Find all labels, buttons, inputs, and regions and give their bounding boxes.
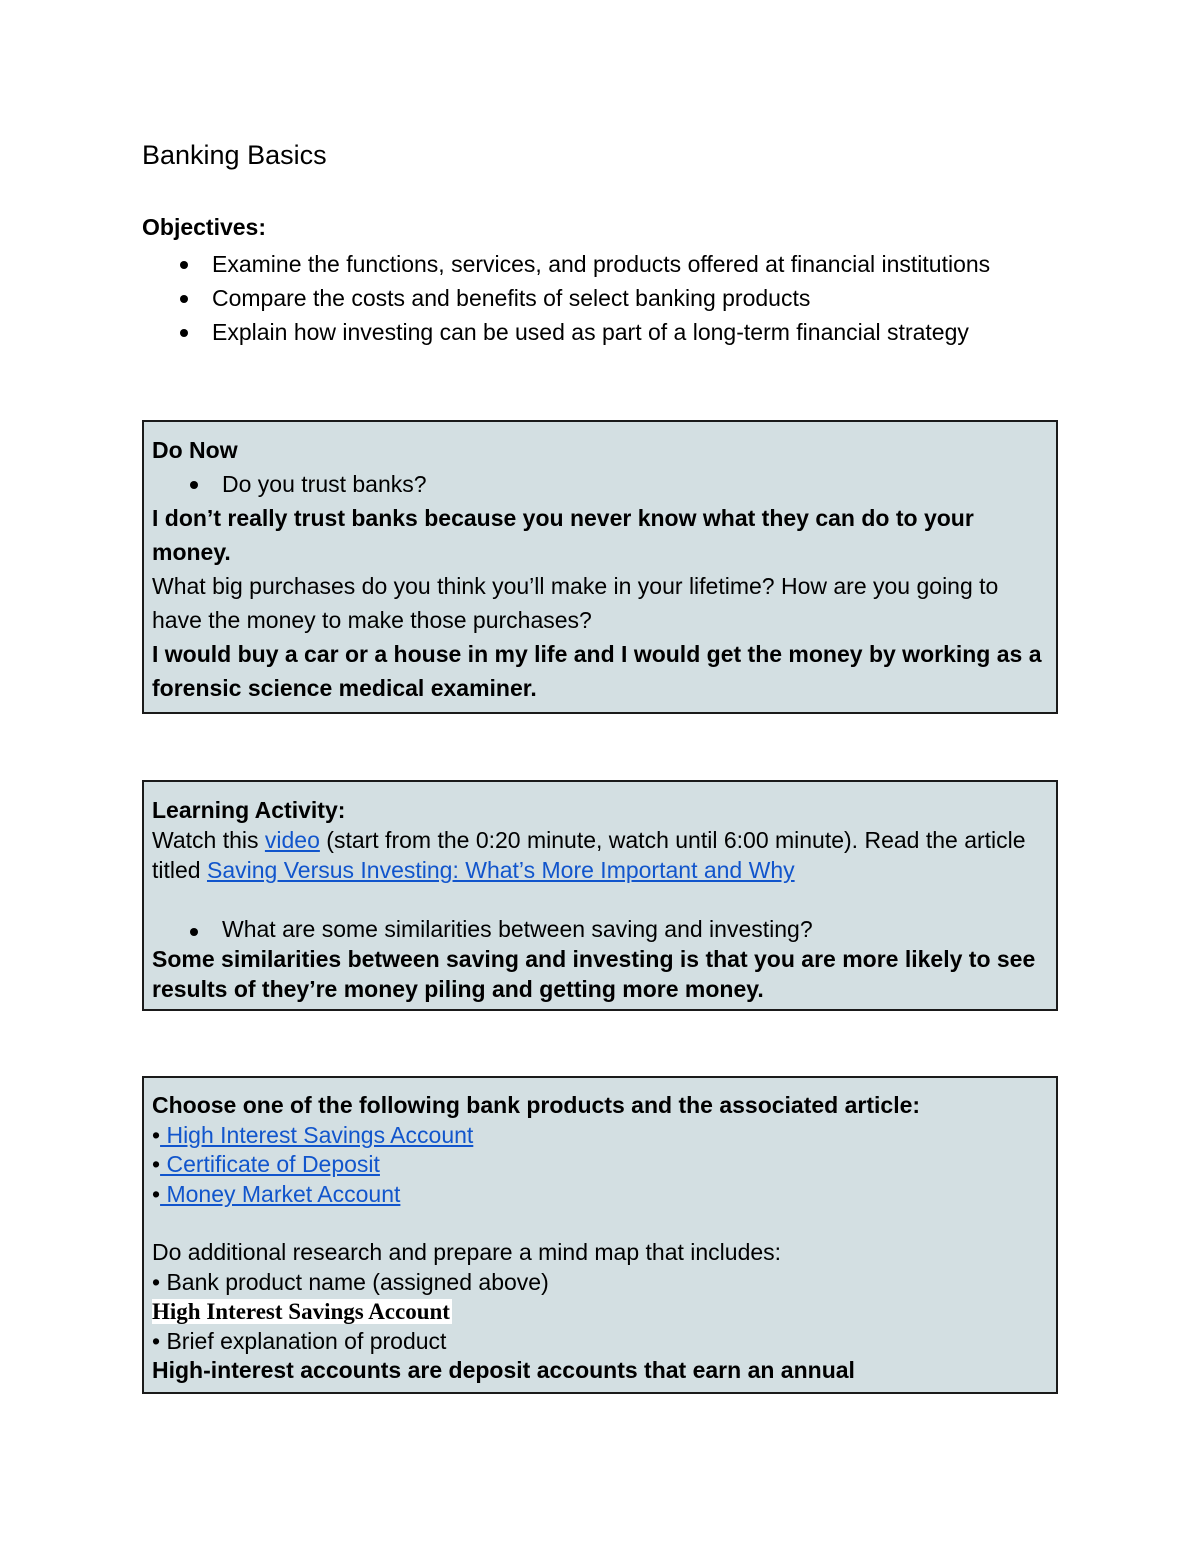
high-interest-savings-link[interactable]: High Interest Savings Account	[160, 1121, 474, 1148]
do-now-heading: Do Now	[152, 437, 238, 463]
product-name-answer: High Interest Savings Account	[152, 1299, 450, 1324]
mind-map-answer-2[interactable]: High-interest accounts are deposit accounts that earn an annual	[152, 1357, 855, 1383]
objective-item: Explain how investing can be used as part of a long-term financial strategy	[142, 315, 1082, 349]
article-link[interactable]: Saving Versus Investing: What’s More Important and Why	[206, 857, 795, 883]
video-link[interactable]: video	[264, 827, 320, 853]
certificate-of-deposit-link[interactable]: Certificate of Deposit	[160, 1151, 380, 1177]
bank-products-heading: Choose one of the following bank products and the associated article:	[152, 1092, 921, 1118]
do-now-answer-1[interactable]: I don’t really trust banks because you never know what they can do to your money.	[152, 505, 974, 565]
bank-products-box	[142, 1076, 1058, 1394]
objective-item: Examine the functions, services, and products offered at financial institutions	[142, 247, 1082, 281]
mind-map-item-1: • Bank product name (assigned above)	[152, 1268, 549, 1295]
learning-answer[interactable]: Some similarities between saving and investing is that you are more likely to see results of they’re money piling and getting more money.	[152, 946, 1036, 1002]
instruction-text: (start from the 0:20 minute, watch until 6:00 minute). Read the article titled	[152, 827, 1026, 883]
page-title: Banking Basics	[142, 140, 327, 170]
learning-question: What are some similarities between saving and investing?	[152, 914, 1048, 944]
spacer	[152, 1209, 1048, 1238]
bullet: •	[152, 1151, 161, 1177]
mind-map-item-2: • Brief explanation of product	[152, 1327, 447, 1354]
bank-product-option	[152, 1150, 1048, 1180]
instruction-text: Watch this	[152, 827, 265, 853]
learning-activity-instructions	[152, 825, 1048, 885]
mind-map-instructions: Do additional research and prepare a mind map that includes:	[152, 1239, 782, 1265]
learning-activity-box	[142, 780, 1058, 1011]
bank-product-option	[152, 1121, 1048, 1151]
do-now-box	[142, 420, 1058, 714]
do-now-answer-2[interactable]: I would buy a car or a house in my life and I would get the money by working as a forensic science medical examiner.	[152, 641, 1042, 701]
money-market-link[interactable]: Money Market Account	[160, 1180, 401, 1207]
objectives-list	[142, 247, 1082, 349]
objectives-heading: Objectives:	[142, 214, 266, 240]
do-now-question: Do you trust banks?	[152, 467, 1048, 501]
do-now-question-list	[152, 467, 1048, 501]
bullet: •	[152, 1180, 161, 1207]
learning-question-list	[152, 914, 1048, 944]
mind-map-answer-1[interactable]	[152, 1297, 1048, 1327]
bank-product-option	[152, 1180, 1048, 1210]
spacer	[152, 885, 1048, 914]
bullet: •	[152, 1121, 161, 1148]
objective-item: Compare the costs and benefits of select banking products	[142, 281, 1082, 315]
do-now-question-2: What big purchases do you think you’ll make in your lifetime? How are you going to have the money to make those purchases?	[152, 573, 999, 633]
learning-activity-heading: Learning Activity:	[152, 797, 346, 823]
